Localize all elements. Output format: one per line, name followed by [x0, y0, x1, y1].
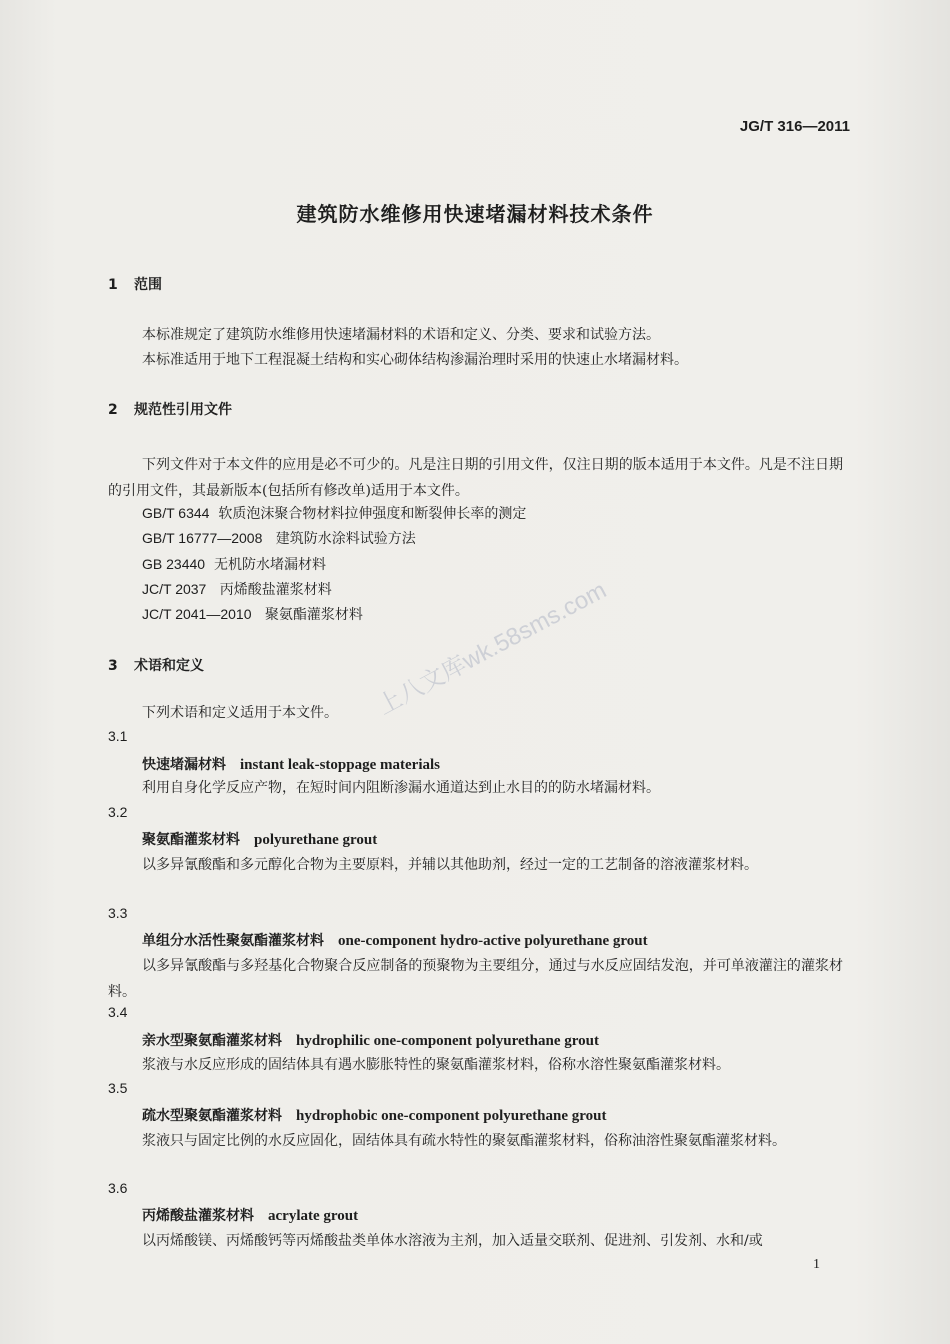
term-definition: 以多异氰酸酯和多元醇化合物为主要原料，并辅以其他助剂，经过一定的工艺制备的溶液灌浆材料。	[142, 857, 758, 873]
section-number: 1	[108, 277, 118, 293]
section-1-para-1: 本标准规定了建筑防水维修用快速堵漏材料的术语和定义、分类、要求和试验方法。	[142, 327, 660, 343]
section-number: 3	[108, 658, 118, 674]
term-heading: 亲水型聚氨酯灌浆材料 hydrophilic one-component polyurethane grout	[142, 1033, 599, 1049]
page-number: 1	[813, 1257, 820, 1272]
normative-reference: JC/T 2041—2010 聚氨酯灌浆材料	[142, 606, 363, 623]
clause-number: 3.2	[108, 804, 128, 820]
section-3-heading	[108, 655, 204, 675]
term-definition: 以丙烯酸镁、丙烯酸钙等丙烯酸盐类单体水溶液为主剂，加入适量交联剂、促进剂、引发剂、水和/或	[142, 1233, 763, 1249]
clause-number: 3.5	[108, 1080, 128, 1096]
section-1-heading	[108, 274, 162, 294]
normative-reference: JC/T 2037 丙烯酸盐灌浆材料	[142, 581, 332, 598]
clause-number: 3.4	[108, 1004, 128, 1020]
term-heading: 单组分水活性聚氨酯灌浆材料 one-component hydro-active polyurethane grout	[142, 933, 648, 949]
term-heading: 丙烯酸盐灌浆材料 acrylate grout	[142, 1208, 359, 1224]
term-heading: 聚氨酯灌浆材料 polyurethane grout	[142, 832, 378, 848]
section-2-intro: 下列文件对于本文件的应用是必不可少的。凡是注日期的引用文件，仅注日期的版本适用于本文件。凡是不注日期的引用文件，其最新版本(包括所有修改单)适用于本文件。	[108, 457, 843, 499]
section-title: 规范性引用文件	[134, 402, 232, 418]
clause-number: 3.6	[108, 1180, 128, 1196]
clause-number: 3.3	[108, 905, 128, 921]
section-2-heading	[108, 399, 232, 419]
section-number: 2	[108, 402, 118, 418]
normative-reference: GB/T 6344 软质泡沫聚合物材料拉伸强度和断裂伸长率的测定	[142, 505, 527, 522]
term-definition: 利用自身化学反应产物，在短时间内阻断渗漏水通道达到止水目的的防水堵漏材料。	[142, 780, 660, 796]
standard-number: JG/T 316—2011	[739, 118, 850, 135]
normative-reference: GB/T 16777—2008 建筑防水涂料试验方法	[142, 530, 416, 547]
term-heading: 疏水型聚氨酯灌浆材料 hydrophobic one-component polyurethane grout	[142, 1108, 607, 1124]
section-title: 范围	[134, 277, 162, 293]
term-heading: 快速堵漏材料 instant leak-stoppage materials	[142, 757, 440, 773]
clause-number: 3.1	[108, 728, 128, 744]
normative-reference: GB 23440 无机防水堵漏材料	[142, 556, 326, 573]
section-title: 术语和定义	[134, 658, 204, 674]
section-3-intro: 下列术语和定义适用于本文件。	[142, 705, 338, 721]
term-definition: 浆液与水反应形成的固结体具有遇水膨胀特性的聚氨酯灌浆材料，俗称水溶性聚氨酯灌浆材料。	[142, 1057, 730, 1073]
watermark: 上八文库wk.58sms.com	[373, 576, 611, 721]
term-definition: 以多异氰酸酯与多羟基化合物聚合反应制备的预聚物为主要组分，通过与水反应固结发泡，并可单液灌注的灌浆材料。	[108, 958, 843, 1000]
section-1-para-2: 本标准适用于地下工程混凝土结构和实心砌体结构渗漏治理时采用的快速止水堵漏材料。	[142, 352, 688, 368]
document-title: 建筑防水维修用快速堵漏材料技术条件	[296, 202, 654, 226]
term-definition: 浆液只与固定比例的水反应固化，固结体具有疏水特性的聚氨酯灌浆材料，俗称油溶性聚氨酯灌浆材料。	[142, 1133, 786, 1149]
